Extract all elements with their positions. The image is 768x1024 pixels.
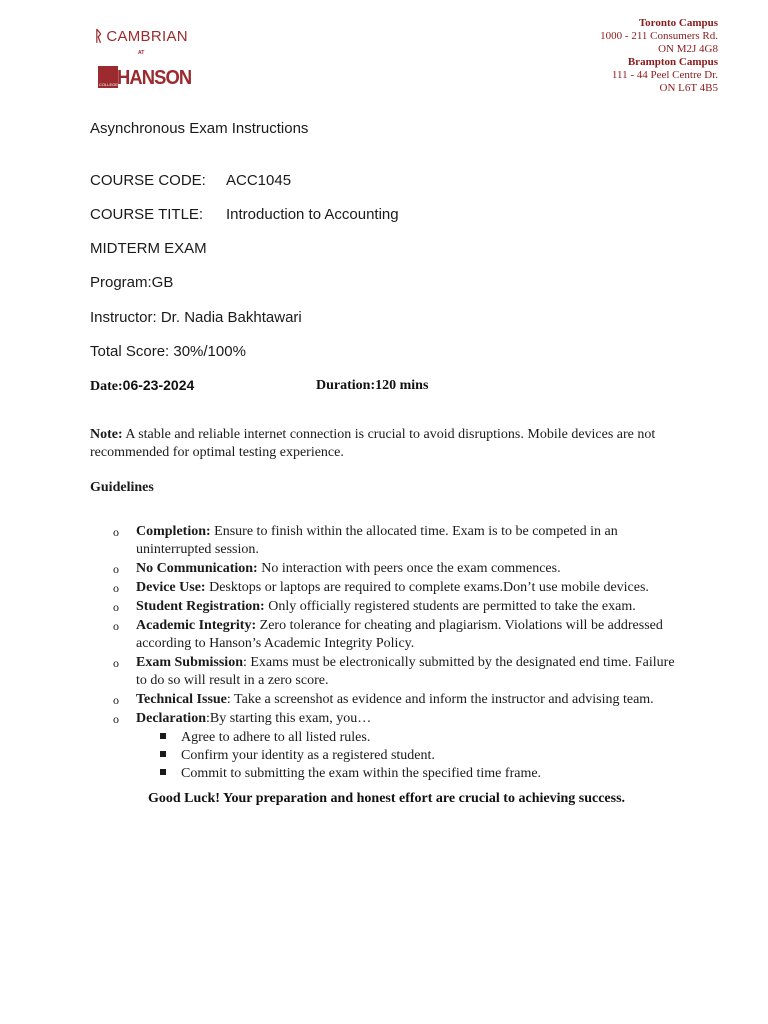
guideline-declaration [90,710,680,728]
declaration-item [90,729,680,747]
logo-bar [98,66,118,88]
campus-address-block [600,17,718,95]
guideline-text: : Exams must be electronically submitted by the designated end time. Failure to do so will result in a zero score. [136,655,675,688]
circle-bullet-icon: o [113,693,119,707]
logo-line2: AT [138,50,145,56]
exam-date [90,377,194,395]
circle-bullet-icon: o [113,525,119,539]
date-value: 06-23-2024 [122,377,195,393]
course-code-value: ACC1045 [226,172,292,189]
guideline-text: Only officially registered students are permitted to take the exam. [264,599,636,614]
guideline-title: Technical Issue [136,692,227,707]
guideline-academic-integrity [90,617,680,653]
guideline-technical-issue [90,691,680,709]
guideline-text: :By starting this exam, you… [205,711,372,726]
circle-bullet-icon: o [113,656,119,670]
note-paragraph [90,426,670,462]
guideline-title: Declaration [136,711,206,726]
campus2-line2: ON L6T 4B5 [659,82,718,94]
guideline-text: Ensure to finish within the allocated time. Exam is to be competed in an uninterrupted session. [136,524,618,557]
guideline-title: Exam Submission [136,655,243,670]
course-code-label: COURSE CODE: [90,172,206,189]
logo-line3: HANSON [117,67,192,89]
circle-bullet-icon: o [113,619,119,633]
guideline-completion [90,523,680,559]
circle-bullet-icon: o [113,581,119,595]
guideline-title: Student Registration: [136,599,265,614]
guideline-text: No interaction with peers once the exam commences. [257,561,561,576]
note-label: Note: [90,427,123,442]
campus1-line2: ON M2J 4G8 [658,43,718,55]
guideline-title: Completion: [136,524,211,539]
declaration-item [90,747,680,765]
guideline-text: : Take a screenshot as evidence and inform the instructor and advising team. [226,692,654,707]
instructor: Instructor: Dr. Nadia Bakhtawari [90,309,302,326]
circle-bullet-icon: o [113,600,119,614]
declaration-item-text: Agree to adhere to all listed rules. [181,730,371,745]
course-title-label: COURSE TITLE: [90,206,204,223]
note-text: A stable and reliable internet connection is crucial to avoid disruptions. Mobile devices are not recommended for optimal testing experience. [90,427,656,460]
guideline-exam-submission [90,654,680,690]
campus1-name: Toronto Campus [638,17,718,29]
circle-bullet-icon: o [113,562,119,576]
declaration-item-text: Commit to submitting the exam within the specified time frame. [181,766,542,781]
program: Program:GB [90,274,174,291]
logo-cambrian [94,28,188,45]
declaration-item-text: Confirm your identity as a registered student. [181,748,435,763]
guideline-text: Zero tolerance for cheating and plagiarism. Violations will be addressed according to Hanson’s Academic Integrity Policy. [136,618,663,651]
circle-bullet-icon: o [113,712,119,726]
exam-duration: Duration:120 mins [316,378,429,393]
date-label: Date: [90,379,123,394]
guideline-title: Academic Integrity: [136,618,257,633]
guideline-no-communication [90,560,680,578]
campus2-line1: 111 - 44 Peel Centre Dr. [611,69,718,81]
guideline-text: Desktops or laptops are required to complete exams.Don’t use mobile devices. [205,580,649,595]
document-title: Asynchronous Exam Instructions [90,120,309,137]
logo-hanson [98,66,198,88]
guideline-device-use [90,579,680,597]
logo-line4: COLLEGE [99,82,118,87]
campus1-line1: 1000 - 211 Consumers Rd. [600,30,718,42]
logo-line1: CAMBRIAN [106,28,188,45]
college-logo [94,26,204,96]
total-score: Total Score: 30%/100% [90,343,246,360]
square-bullet-icon [160,769,166,775]
guideline-student-registration [90,598,680,616]
guideline-title: No Communication: [136,561,258,576]
declaration-sub-list [90,729,680,783]
square-bullet-icon [160,733,166,739]
course-title-value: Introduction to Accounting [226,206,399,223]
guideline-title: Device Use: [136,580,206,595]
declaration-item [90,765,680,783]
square-bullet-icon [160,751,166,757]
guidelines-list [90,523,680,783]
exam-type: MIDTERM EXAM [90,240,207,257]
campus2-name: Brampton Campus [627,56,718,68]
guidelines-heading: Guidelines [90,480,154,495]
flame-icon: ᚱ [94,28,104,45]
closing-message: Good Luck! Your preparation and honest effort are crucial to achieving success. [148,791,626,806]
